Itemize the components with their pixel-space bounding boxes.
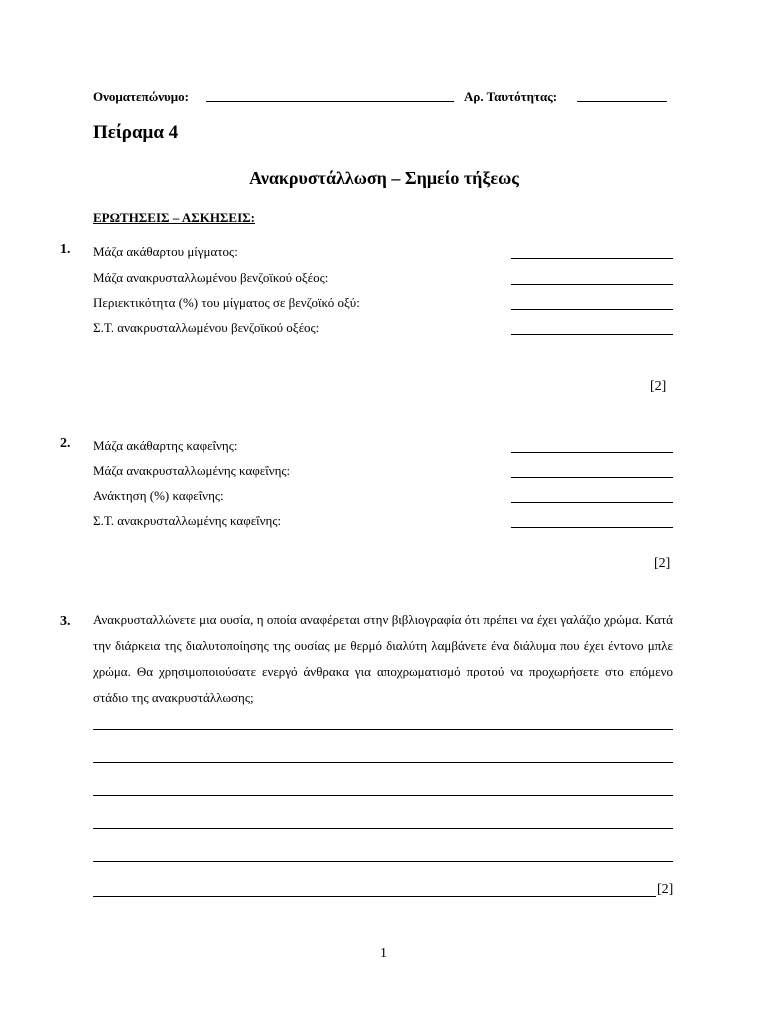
q2-answer-2[interactable] [511, 477, 673, 478]
id-label: Αρ. Ταυτότητας: [464, 89, 558, 104]
question-3-number: 3. [60, 614, 71, 629]
q1-item-3: Περιεκτικότητα (%) του μίγματος σε βενζοϊκό οξύ: [93, 295, 360, 310]
q1-answer-3[interactable] [511, 309, 673, 310]
q1-answer-2[interactable] [511, 284, 673, 285]
q2-item-4: Σ.Τ. ανακρυσταλλωμένης καφεΐνης: [93, 513, 282, 528]
q1-item-1: Μάζα ακάθαρτου μίγματος: [93, 244, 238, 259]
q3-answer-line-3[interactable] [93, 795, 673, 796]
q2-answer-3[interactable] [511, 502, 673, 503]
q2-item-1: Μάζα ακάθαρτης καφεΐνης: [93, 438, 238, 453]
q3-text: Ανακρυσταλλώνετε μια ουσία, η οποία αναφέρεται στην βιβλιογραφία ότι πρέπει να έχει γαλάζιο χρώμα. Κατά την διάρκεια της διαλυτοποίησης της ουσίας με θερμό διαλύτη λαμβάνετε ένα διάλυμα που έχει έντονο μπλε χρώμα. Θα χρησιμοποιούσατε ενεργό άνθρακα για αποχρωματισμό προτού να προχωρήσετε στο επόμενο στάδιο της ανακρυστάλλωσης; [93, 612, 673, 705]
experiment-title: Πείραμα 4 [93, 122, 179, 143]
q2-marks: [2] [654, 556, 671, 571]
q1-item-4: Σ.Τ. ανακρυσταλλωμένου βενζοϊκού οξέος: [93, 320, 320, 335]
q2-item-2: Μάζα ανακρυσταλλωμένης καφεΐνης: [93, 463, 291, 478]
id-field[interactable] [577, 101, 667, 102]
q1-marks: [2] [650, 379, 667, 394]
q3-answer-line-4[interactable] [93, 828, 673, 829]
q3-answer-line-6[interactable] [93, 896, 656, 897]
q3-answer-line-5[interactable] [93, 861, 673, 862]
q3-marks: [2] [657, 882, 674, 897]
q3-answer-line-2[interactable] [93, 762, 673, 763]
question-2-number: 2. [60, 436, 71, 451]
question-1-number: 1. [60, 242, 71, 257]
q2-answer-1[interactable] [511, 452, 673, 453]
main-title: Ανακρυστάλλωση – Σημείο τήξεως [249, 168, 519, 188]
name-label: Ονοματεπώνυμο: [93, 89, 189, 104]
q1-answer-4[interactable] [511, 334, 673, 335]
section-heading: ΕΡΩΤΗΣΕΙΣ – ΑΣΚΗΣΕΙΣ: [93, 210, 255, 225]
q1-answer-1[interactable] [511, 258, 673, 259]
q3-answer-line-1[interactable] [93, 729, 673, 730]
q2-answer-4[interactable] [511, 527, 673, 528]
page-number: 1 [380, 946, 387, 961]
q1-item-2: Μάζα ανακρυσταλλωμένου βενζοϊκού οξέος: [93, 270, 329, 285]
name-field[interactable] [206, 101, 454, 102]
q2-item-3: Ανάκτηση (%) καφεΐνης: [93, 488, 224, 503]
